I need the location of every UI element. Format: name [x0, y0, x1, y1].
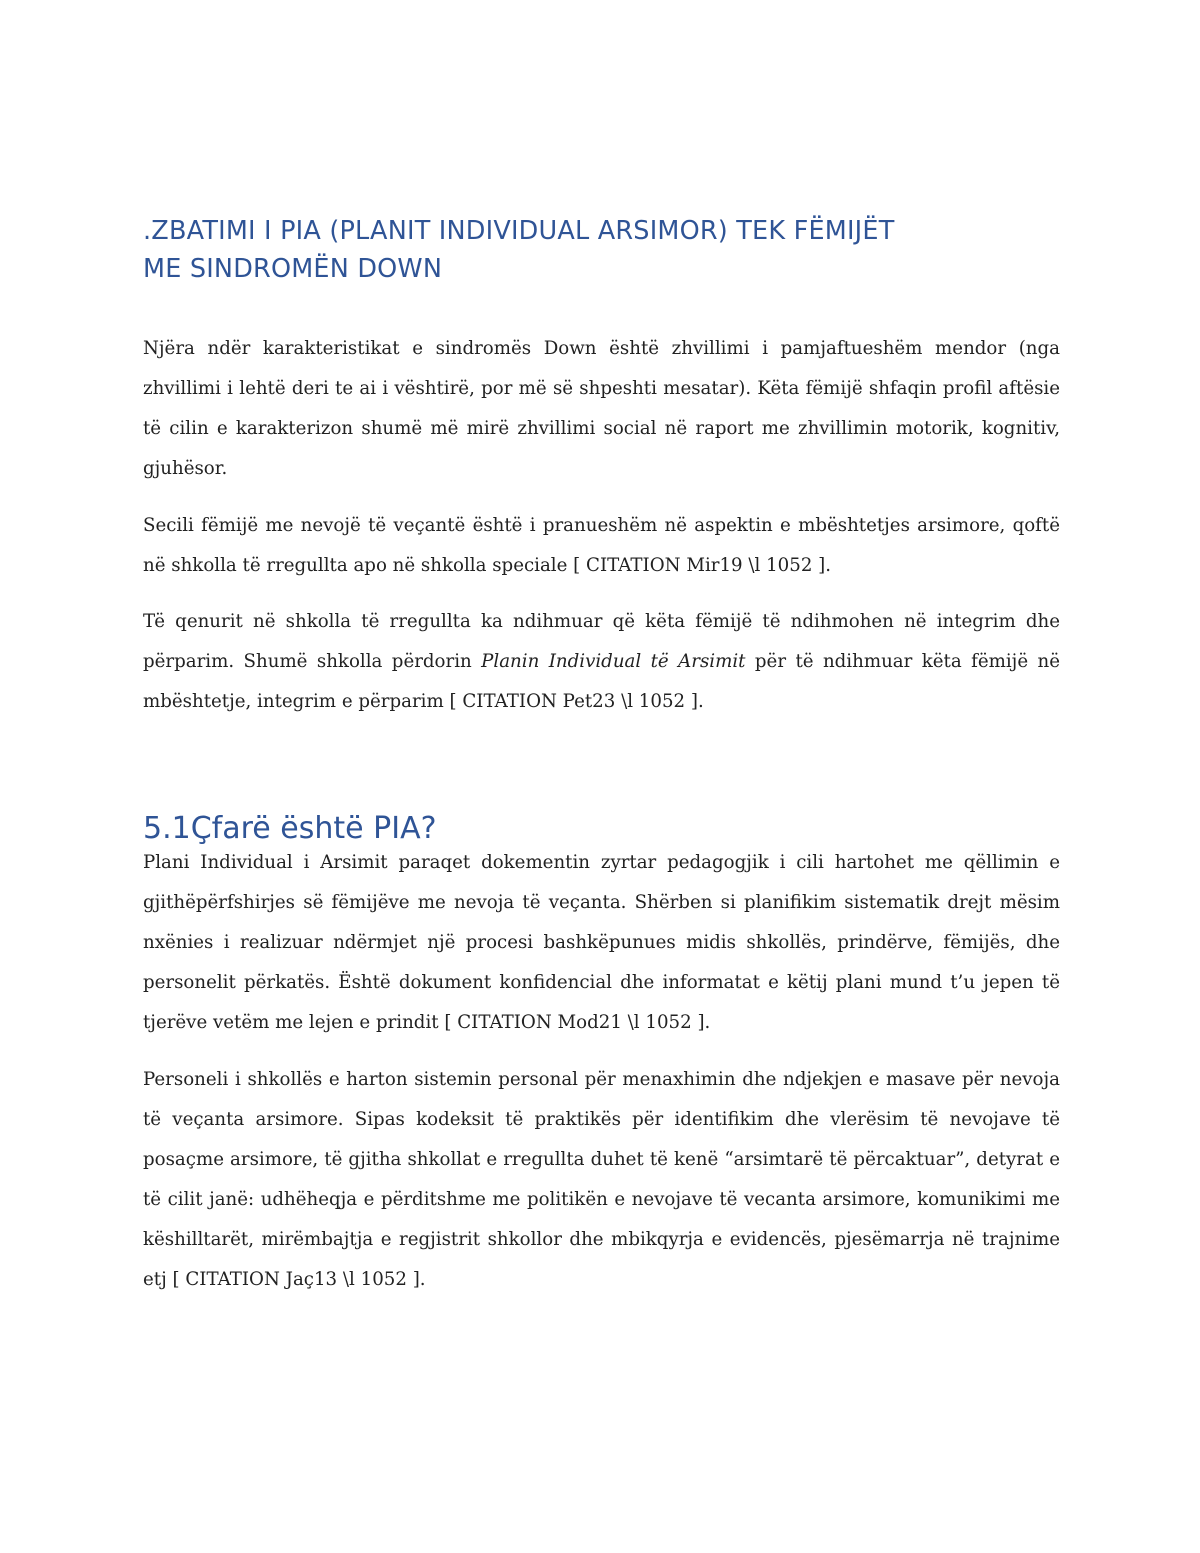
- paragraph-intro: Njëra ndër karakteristikat e sindromës Down është zhvillimi i pamjaftueshëm mendor (nga zhvillimi i lehtë deri te ai i vështirë, por më së shpeshti mesatar). Këta fëmijë shfaqin profil aftësie të cilin e karakterizon shumë më mirë zhvillimi social në raport me zhvillimin motorik, kognitiv, gjuhësor.: [143, 338, 1060, 479]
- italic-term: Planin Individual të Arsimit: [481, 651, 746, 672]
- paragraph-regular-schools: [143, 602, 1060, 722]
- paragraph-pia-definition: Plani Individual i Arsimit paraqet dokementin zyrtar pedagogjik i cili hartohet me qëllimin e gjithëpërfshirjes së fëmijëve me nevoja të veçanta. Shërben si planifikim sistematik drejt mësim nxënies i realizuar ndërmjet një procesi bashkëpunues midis shkollës, prindërve, fëmijës, dhe personelit përkatës. Është dokument konfidencial dhe informatat e këtij plani mund t’u jepen të tjerëve vetëm me lejen e prindit [ CITATION Mod21 \l 1052 ].: [143, 852, 1060, 1033]
- title-line-2: ME SINDROMËN DOWN: [143, 254, 443, 284]
- section-heading: 5.1Çfarë është PIA?: [143, 811, 437, 846]
- paragraph-text-before: Të qenurit në shkolla të rregullta ka ndihmuar që këta fëmijë të ndihmohen në integrim dhe përparim. Shumë shkolla përdorin: [143, 611, 1060, 672]
- paragraph-support: Secili fëmijë me nevojë të veçantë është i pranueshëm në aspektin e mbështetjes arsimore, qoftë në shkolla të rregullta apo në shkolla speciale [ CITATION Mir19 \l 1052 ].: [143, 515, 1060, 576]
- title-line-1: .ZBATIMI I PIA (PLANIT INDIVIDUAL ARSIMOR) TEK FËMIJËT: [143, 216, 895, 246]
- document-title: [143, 212, 1060, 288]
- paragraph-school-staff: Personeli i shkollës e harton sistemin personal për menaxhimin dhe ndjekjen e masave për nevoja të veçanta arsimore. Sipas kodeksit të praktikës për identifikim dhe vlerësim të nevojave të posaçme arsimore, të gjitha shkollat e rregullta duhet të kenë “arsimtarë të përcaktuar”, detyrat e të cilit janë: udhëheqja e përditshme me politikën e nevojave të vecanta arsimore, komunikimi me këshilltarët, mirëmbajtja e regjistrit shkollor dhe mbikqyrja e evidencës, pjesëmarrja në trajnime etj [ CITATION Jaç13 \l 1052 ].: [143, 1069, 1060, 1290]
- paragraph-text-after: për të ndihmuar këta fëmijë në mbështetje, integrim e përparim [ CITATION Pet23 \l 1052 ].: [143, 651, 1060, 712]
